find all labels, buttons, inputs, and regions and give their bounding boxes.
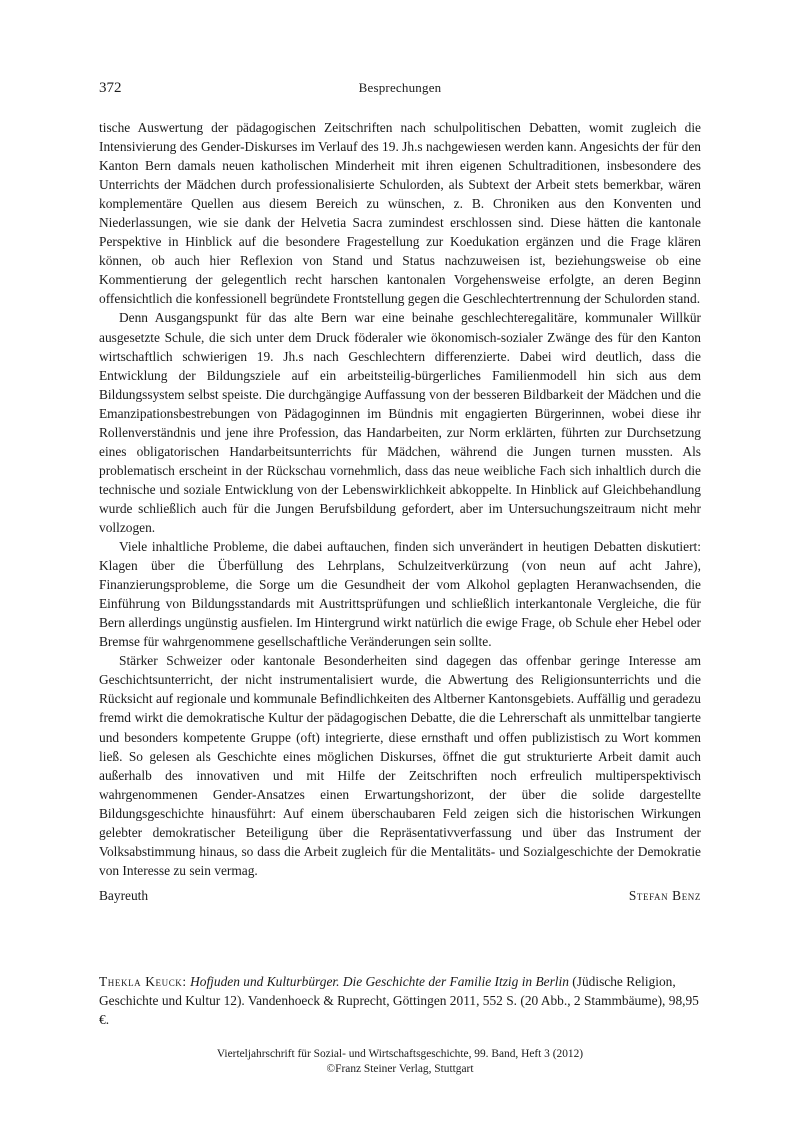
page-footer bbox=[99, 1047, 701, 1076]
running-head: Besprechungen bbox=[358, 80, 442, 95]
reviewer-name: Stefan Benz bbox=[628, 888, 701, 903]
book-details: (Jüdische Religion, Geschichte und Kultur 12). Vandenhoeck & Ruprecht, Göttingen 2011, 552 S. (20 Abb., 2 Stammbäume), 98,95 €. bbox=[99, 974, 699, 1028]
paragraph: Viele inhaltliche Probleme, die dabei auftauchen, finden sich unverändert in heutigen Debatten diskutiert: Klagen über die Überfüllung des Lehrplans, Schulzeitverkürzung (von neun auf acht Jahre), Finanzierungsprobleme, die Sorge um die Gesundheit der vom Alkohol geplagten Heranwachsenden, die Einführung von Bildungsstandards mit Austrittsprüfungen und schließlich interkantonale Vergleiche, die für Bern allerdings ungünstig ausfielen. Im Hintergrund wirkt natürlich die ewige Frage, ob Schule eher Hebel oder Bremse für wahrgenommene gesellschaftliche Veränderungen sein sollte. bbox=[99, 539, 701, 650]
book-title: Hofjuden und Kulturbürger. Die Geschichte der Familie Itzig in Berlin bbox=[190, 974, 569, 989]
paragraph: Stärker Schweizer oder kantonale Besonderheiten sind dagegen das offenbar geringe Interesse am Geschichtsunterricht, der nicht instrumentalisiert wurde, die Abwertung des Religionsunterrichts und die Rücksicht auf regionale und kommunale Befindlichkeiten des Altberner Kantonsgebiets. Auffällig und geradezu fremd wirkt die demokratische Kultur der pädagogischen Debatte, die die Lehrerschaft als unmittelbar tangierte und besonders kompetente Gruppe (oft) integrierte, diese ernsthaft und offen publizistisch zu Wort kommen ließ. So gelesen als Geschichte eines möglichen Diskurses, öffnet die gut strukturierte Arbeit damit auch außerhalb des innovativen und mit Hilfe der Zeitschriften noch erfreulich multiperspektivisch wahrgenommenen Gender-Ansatzes einen Erwartungshorizont, der über die solide dargestellte Bildungsgeschichte hinausführt: Auf einem überschaubaren Feld zeigen sich die historischen Wirkungen gelebter demokratischer Beteiligung über die Repräsentativverfassung und über das Instrument der Volksabstimmung hinaus, so dass die Arbeit zugleich für die Mentalitäts- und Sozialgeschichte der Demokratie von Interesse zu sein vermag. bbox=[99, 653, 701, 878]
journal-line: Vierteljahrschrift für Sozial- und Wirtschaftsgeschichte, 99. Band, Heft 3 (2012) bbox=[216, 1048, 584, 1060]
page-number: 372 bbox=[99, 80, 122, 96]
publisher-line: ©Franz Steiner Verlag, Stuttgart bbox=[326, 1062, 474, 1075]
review-body bbox=[99, 118, 701, 880]
reviewer-place: Bayreuth bbox=[99, 888, 149, 903]
review-signoff bbox=[99, 888, 701, 908]
paragraph: Denn Ausgangspunkt für das alte Bern war eine beinahe geschlechteregalitäre, kommunaler Willkür ausgesetzte Schule, die sich unter dem Druck föderaler wie ökonomisch-sozialer Zwänge des für den Kanton wirtschaftlich schwierigen 19. Jh.s nach Geschlechtern differenzierte. Dabei wird deutlich, dass die Entwicklung der Bildungsziele auf ein arbeitsteilig-bürgerliches Familienmodell hin sich aus dem Bildungssystem selbst speiste. Die durchgängige Auffassung von der besseren Bildbarkeit der Mädchen und die Emanzipationsbestrebungen von Pädagoginnen im Bündnis mit engagierten Bürgerinnen, wobei diese ihr Rollenverständnis und jene ihre Profession, das Handarbeiten, zur Norm erklärten, führten zur Durchsetzung eines obligatorischen Handarbeitsunterrichts für Mädchen, während die Jungen turnen mussten. Als problematisch erscheint in der Rückschau vornehmlich, dass das neue weibliche Fach sich inhaltlich durch die technische und soziale Entwicklung von der Lebenswirklichkeit abkoppelte. In Hinblick auf Gleichbehandlung wurde schließlich auch für die Jungen Berufsbildung gefordert, aber im Untersuchungszeitraum nicht mehr vollzogen. bbox=[99, 310, 701, 535]
paragraph: tische Auswertung der pädagogischen Zeitschriften nach schulpolitischen Debatten, womit zugleich die Intensivierung des Gender-Diskurses im Verlauf des 19. Jh.s nachgewiesen werden kann. Angesichts der für den Kanton Bern damals neuen katholischen Minderheit mit ihren eigenen Schultraditionen, insbesondere des Unterrichts der Mädchen durch professionalisierte Schulorden, als Subtext der Arbeit stets bemerkbar, wären komplementäre Quellen aus diesem Bereich zu wünschen, z. B. Chroniken aus den Konventen und Niederlassungen, wie sie dank der Helvetia Sacra zumindest erschlossen sind. Diese hätten die kantonale Perspektive in Hinblick auf die besondere Fragestellung zur Koedukation ergänzen und die Frage klären können, ob auch hier Reflexion von Stand und Status nachzuweisen ist, beziehungsweise ob eine Kommentierung der gelegentlich recht harschen kantonalen Vorgehensweise erfolgte, an deren Beginn offensichtlich die konfessionell begründete Frontstellung gegen die Geschlechtertrennung der Schulorden stand. bbox=[99, 120, 701, 307]
page-header bbox=[99, 80, 701, 100]
book-author: Thekla Keuck: bbox=[99, 974, 187, 989]
book-citation bbox=[99, 972, 701, 1029]
